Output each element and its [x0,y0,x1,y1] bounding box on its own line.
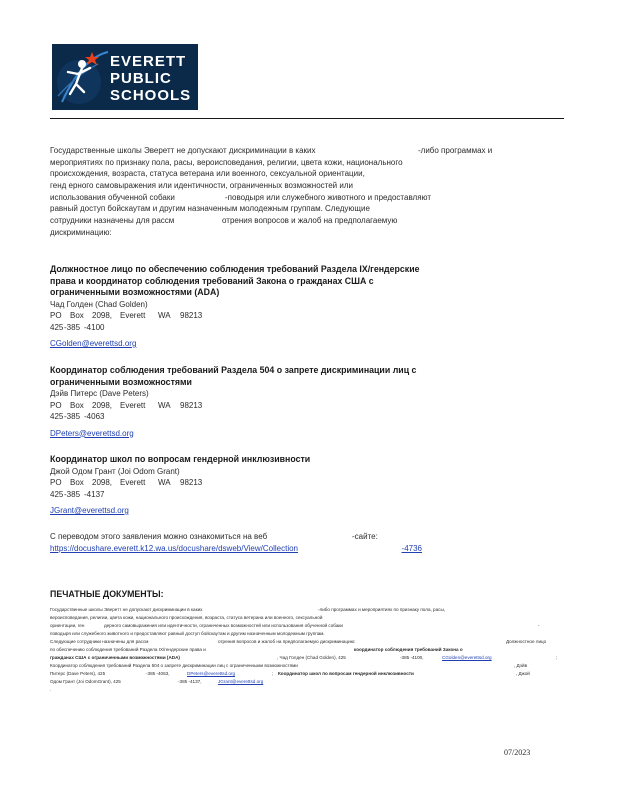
printed-documents-heading: ПЕЧАТНЫЕ ДОКУМЕНТЫ: [50,589,164,599]
contact-phone: 425-385 -4137 [50,489,105,499]
intro-line-tail: -поводыря или служебного животного и предоставляют [225,192,432,202]
printed-line: Координатор школ по вопросам гендерной инклюзивности [278,671,414,676]
intro-paragraph [50,145,550,239]
intro-line: Государственные школы Эверетт не допускают дискриминации в каких [50,146,316,155]
printed-line: Одом Грант (Joi OdomGrant), 425 [50,679,121,684]
printed-line: Питерс (Dave Peters), 425 [50,671,106,676]
intro-line-tail: -либо программах и [418,146,493,155]
printed-line: по обеспечению соблюдения требований Раздела IX/гендерские права и [50,647,206,652]
printed-line: координатор соблюдения требований Закона о [354,647,463,652]
contact-title-ix-ada [50,264,450,351]
translation-url-link[interactable]: https://docushare.everett.k12.wa.us/docushare/dsweb/View/Collection [50,543,298,553]
printed-line: -385 -4100, [400,655,424,660]
contact-heading: Координатор школ по вопросам гендерной инклюзивности [50,454,311,464]
email-link-dpeters[interactable]: DPeters@everettsd.org [50,428,134,438]
contact-address: PO Box 2098, Everett WA 98213 [50,400,203,410]
printed-line: ориентации, ген [50,623,85,628]
contact-heading: ограниченными возможностями [50,376,192,387]
logo-word-public: PUBLIC [110,70,172,87]
printed-line: Должностное лицо [506,639,547,644]
contact-heading: Должностное лицо по обеспечению соблюдения требований Раздела IX/гендерские [50,264,420,274]
contact-name: Дэйв Питерс (Dave Peters) [50,389,149,398]
printed-line: ; [556,655,558,660]
printed-line: , Джой [516,671,530,676]
translation-text: С переводом этого заявления можно ознакомиться на веб [50,532,268,541]
printed-line: ; [272,671,274,676]
contact-name: Чад Голден (Chad Golden) [50,299,148,309]
printed-line: -385 -4063, [146,671,170,676]
intro-line: происхождения, возраста, статуса ветерана или военного, сексуальной ориентации, [50,169,365,179]
contact-address: PO Box 2098, Everett WA 98213 [50,311,203,320]
printed-line: , Дэйв [514,663,528,668]
contact-heading: права и координатор соблюдения требований Закона о гражданах США с [50,275,374,286]
printed-line: -либо программах и мероприятиях по признаку пола, расы, [318,607,446,612]
contact-section-504 [50,365,450,441]
contact-heading: Координатор соблюдения требований Раздела 504 о запрете дискриминации лиц с [50,365,417,375]
intro-line: мероприятиях по признаку пола, расы, вероисповедания, религии, цвета кожи, национального [50,157,403,167]
everett-public-schools-logo [52,44,198,110]
translation-url-tail-link[interactable]: -4736 [401,543,422,553]
printed-email-jgrant[interactable]: JGrant@everettsd.org [218,679,264,684]
logo-word-schools: SCHOOLS [110,87,192,104]
intro-line: дискриминацию: [50,227,112,237]
intro-line: равный доступ бойскаутам и другим назначенным молодежным группам. Следующие [50,204,370,214]
printed-documents-text [50,606,560,694]
contact-phone: 425-385 -4063 [50,412,105,421]
printed-line: поводыря или служебного животного и предоставляют равный доступ бойскаутам и другим назначенным молодежным группам. [50,631,325,636]
printed-email-cgolden[interactable]: CGolden@everettsd.org [442,655,492,660]
printed-line: Координатор соблюдения требований Раздела 504 о запрете дискриминации лиц с ограниченными возможностями [50,663,298,668]
printed-line: Следующие сотрудники назначены для рассм [50,639,149,644]
printed-line: дерного самовыражения или идентичности, ограниченных возможностей или использования обученной собаки [104,623,343,628]
printed-line: -385 -4137, [178,679,202,684]
contact-heading: ограниченными возможностями (ADA) [50,287,220,297]
intro-line: сотрудники назначены для рассм [50,216,175,226]
intro-line-tail: отрения вопросов и жалоб на предполагаемую [222,216,398,226]
printed-line: отрения вопросов и жалоб на предполагаемую дискриминацию: [218,639,356,644]
printed-line: . [50,687,52,692]
contact-gender-inclusion [50,454,450,518]
contact-address: PO Box 2098, Everett WA 98213 [50,478,203,487]
intro-line: генд ерного самовыражения или идентичности, ограниченных возможностей или [50,181,353,191]
printed-line: Государственные школы Эверетт не допускают дискриминации в каких [50,607,203,612]
email-link-cgolden[interactable]: CGolden@everettsd.org [50,339,137,348]
printed-line: , Чад Голден (Chad Golden), 425 [277,655,346,660]
contact-phone: 425-385 -4100 [50,322,105,332]
logo-word-everett: EVERETT [110,53,187,70]
email-link-jgrant[interactable]: JGrant@everettsd.org [50,506,129,515]
printed-line: вероисповедания, религии, цвета кожи, национального происхождения, возраста, статуса ветерана или военного, сексуальной [50,615,323,620]
intro-line: использования обученной собаки [50,192,175,202]
header-divider [50,118,564,119]
translation-notice [50,531,550,554]
footer-date: 07/2023 [504,748,531,757]
printed-email-dpeters[interactable]: DPeters@everettsd.org [187,671,236,676]
translation-text-tail: -сайте: [352,532,378,541]
printed-line: - [538,623,540,628]
contact-name: Джой Одом Грант (Joi Odom Grant) [50,466,180,476]
printed-line: гражданах США с ограниченными возможностями (ADA) [50,655,180,660]
